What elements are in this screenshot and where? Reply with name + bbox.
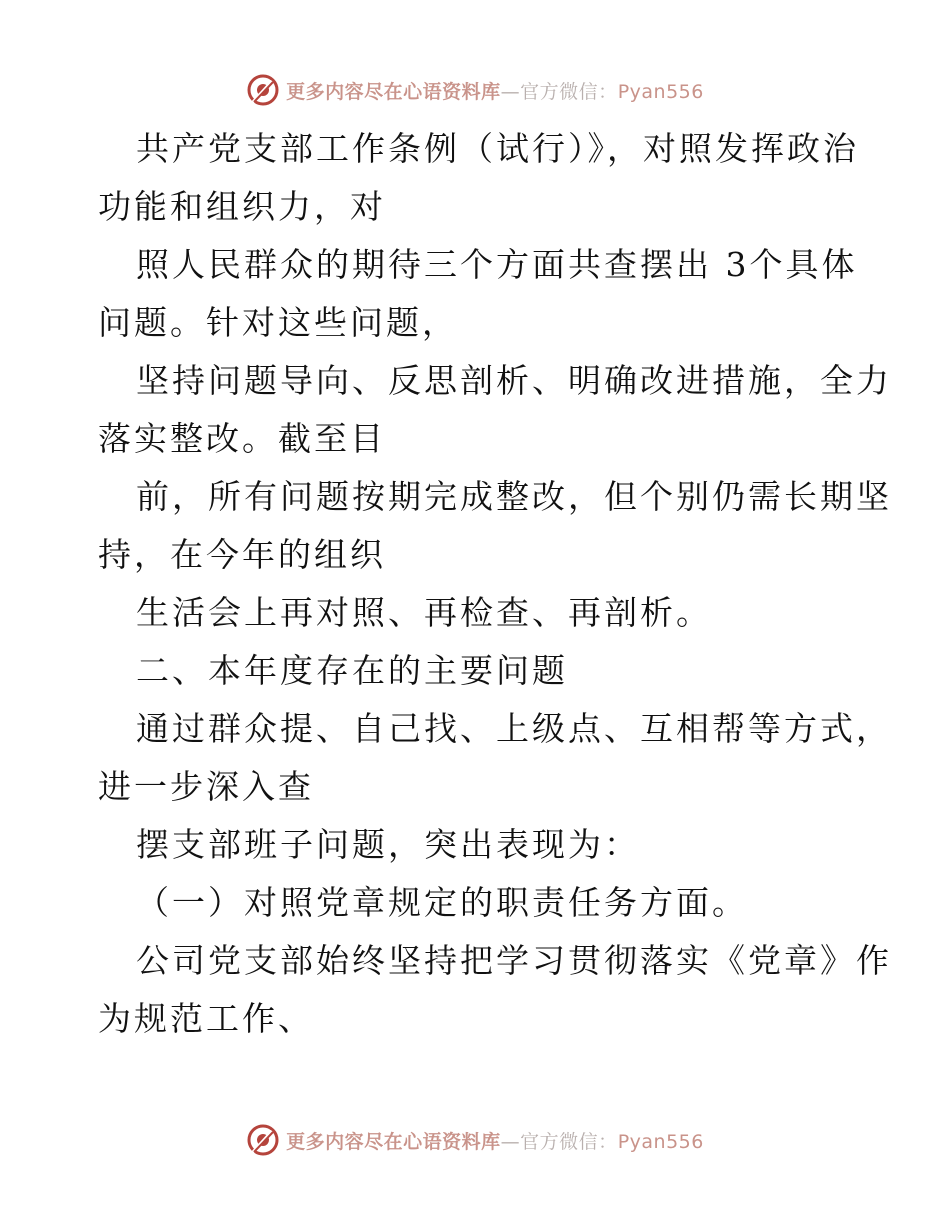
pen-logo-icon: [246, 1123, 280, 1157]
footer-watermark-id: Pyan556: [617, 1130, 704, 1153]
body-line: 前，所有问题按期完成整改，但个别仍需长期坚: [136, 477, 892, 516]
body-line: 持，在今年的组织: [98, 535, 386, 574]
pen-logo-icon: [246, 73, 280, 107]
body-line: 问题。针对这些问题，: [98, 303, 458, 342]
subsection-heading: （一）对照党章规定的职责任务方面。: [136, 883, 748, 922]
document-body: [98, 120, 892, 1048]
header-watermark-text: [286, 77, 704, 104]
body-line: 照人民群众的期待三个方面共查摆出 3个具体: [136, 245, 858, 284]
body-line: 生活会上再对照、再检查、再剖析。: [136, 593, 712, 632]
body-line: 功能和组织力，对: [98, 187, 386, 226]
header-watermark: [0, 70, 950, 110]
header-watermark-id: Pyan556: [617, 80, 704, 103]
body-line: 为规范工作、: [98, 999, 314, 1038]
body-line: 进一步深入查: [98, 767, 314, 806]
footer-watermark: [0, 1120, 950, 1160]
body-line: 坚持问题导向、反思剖析、明确改进措施，全力: [136, 361, 892, 400]
body-line: 摆支部班子问题，突出表现为：: [136, 825, 640, 864]
section-heading: 二、本年度存在的主要问题: [136, 651, 568, 690]
footer-watermark-site: 更多内容尽在心语资料库: [286, 1130, 501, 1153]
footer-watermark-label: —官方微信：: [500, 1130, 618, 1153]
header-watermark-site: 更多内容尽在心语资料库: [286, 80, 501, 103]
body-line: 公司党支部始终坚持把学习贯彻落实《党章》作: [136, 941, 892, 980]
body-line: 共产党支部工作条例（试行）》，对照发挥政治: [136, 129, 859, 168]
footer-watermark-text: [286, 1127, 704, 1154]
body-line: 落实整改。截至目: [98, 419, 386, 458]
header-watermark-label: —官方微信：: [500, 80, 618, 103]
body-line: 通过群众提、自己找、上级点、互相帮等方式，: [136, 709, 892, 748]
